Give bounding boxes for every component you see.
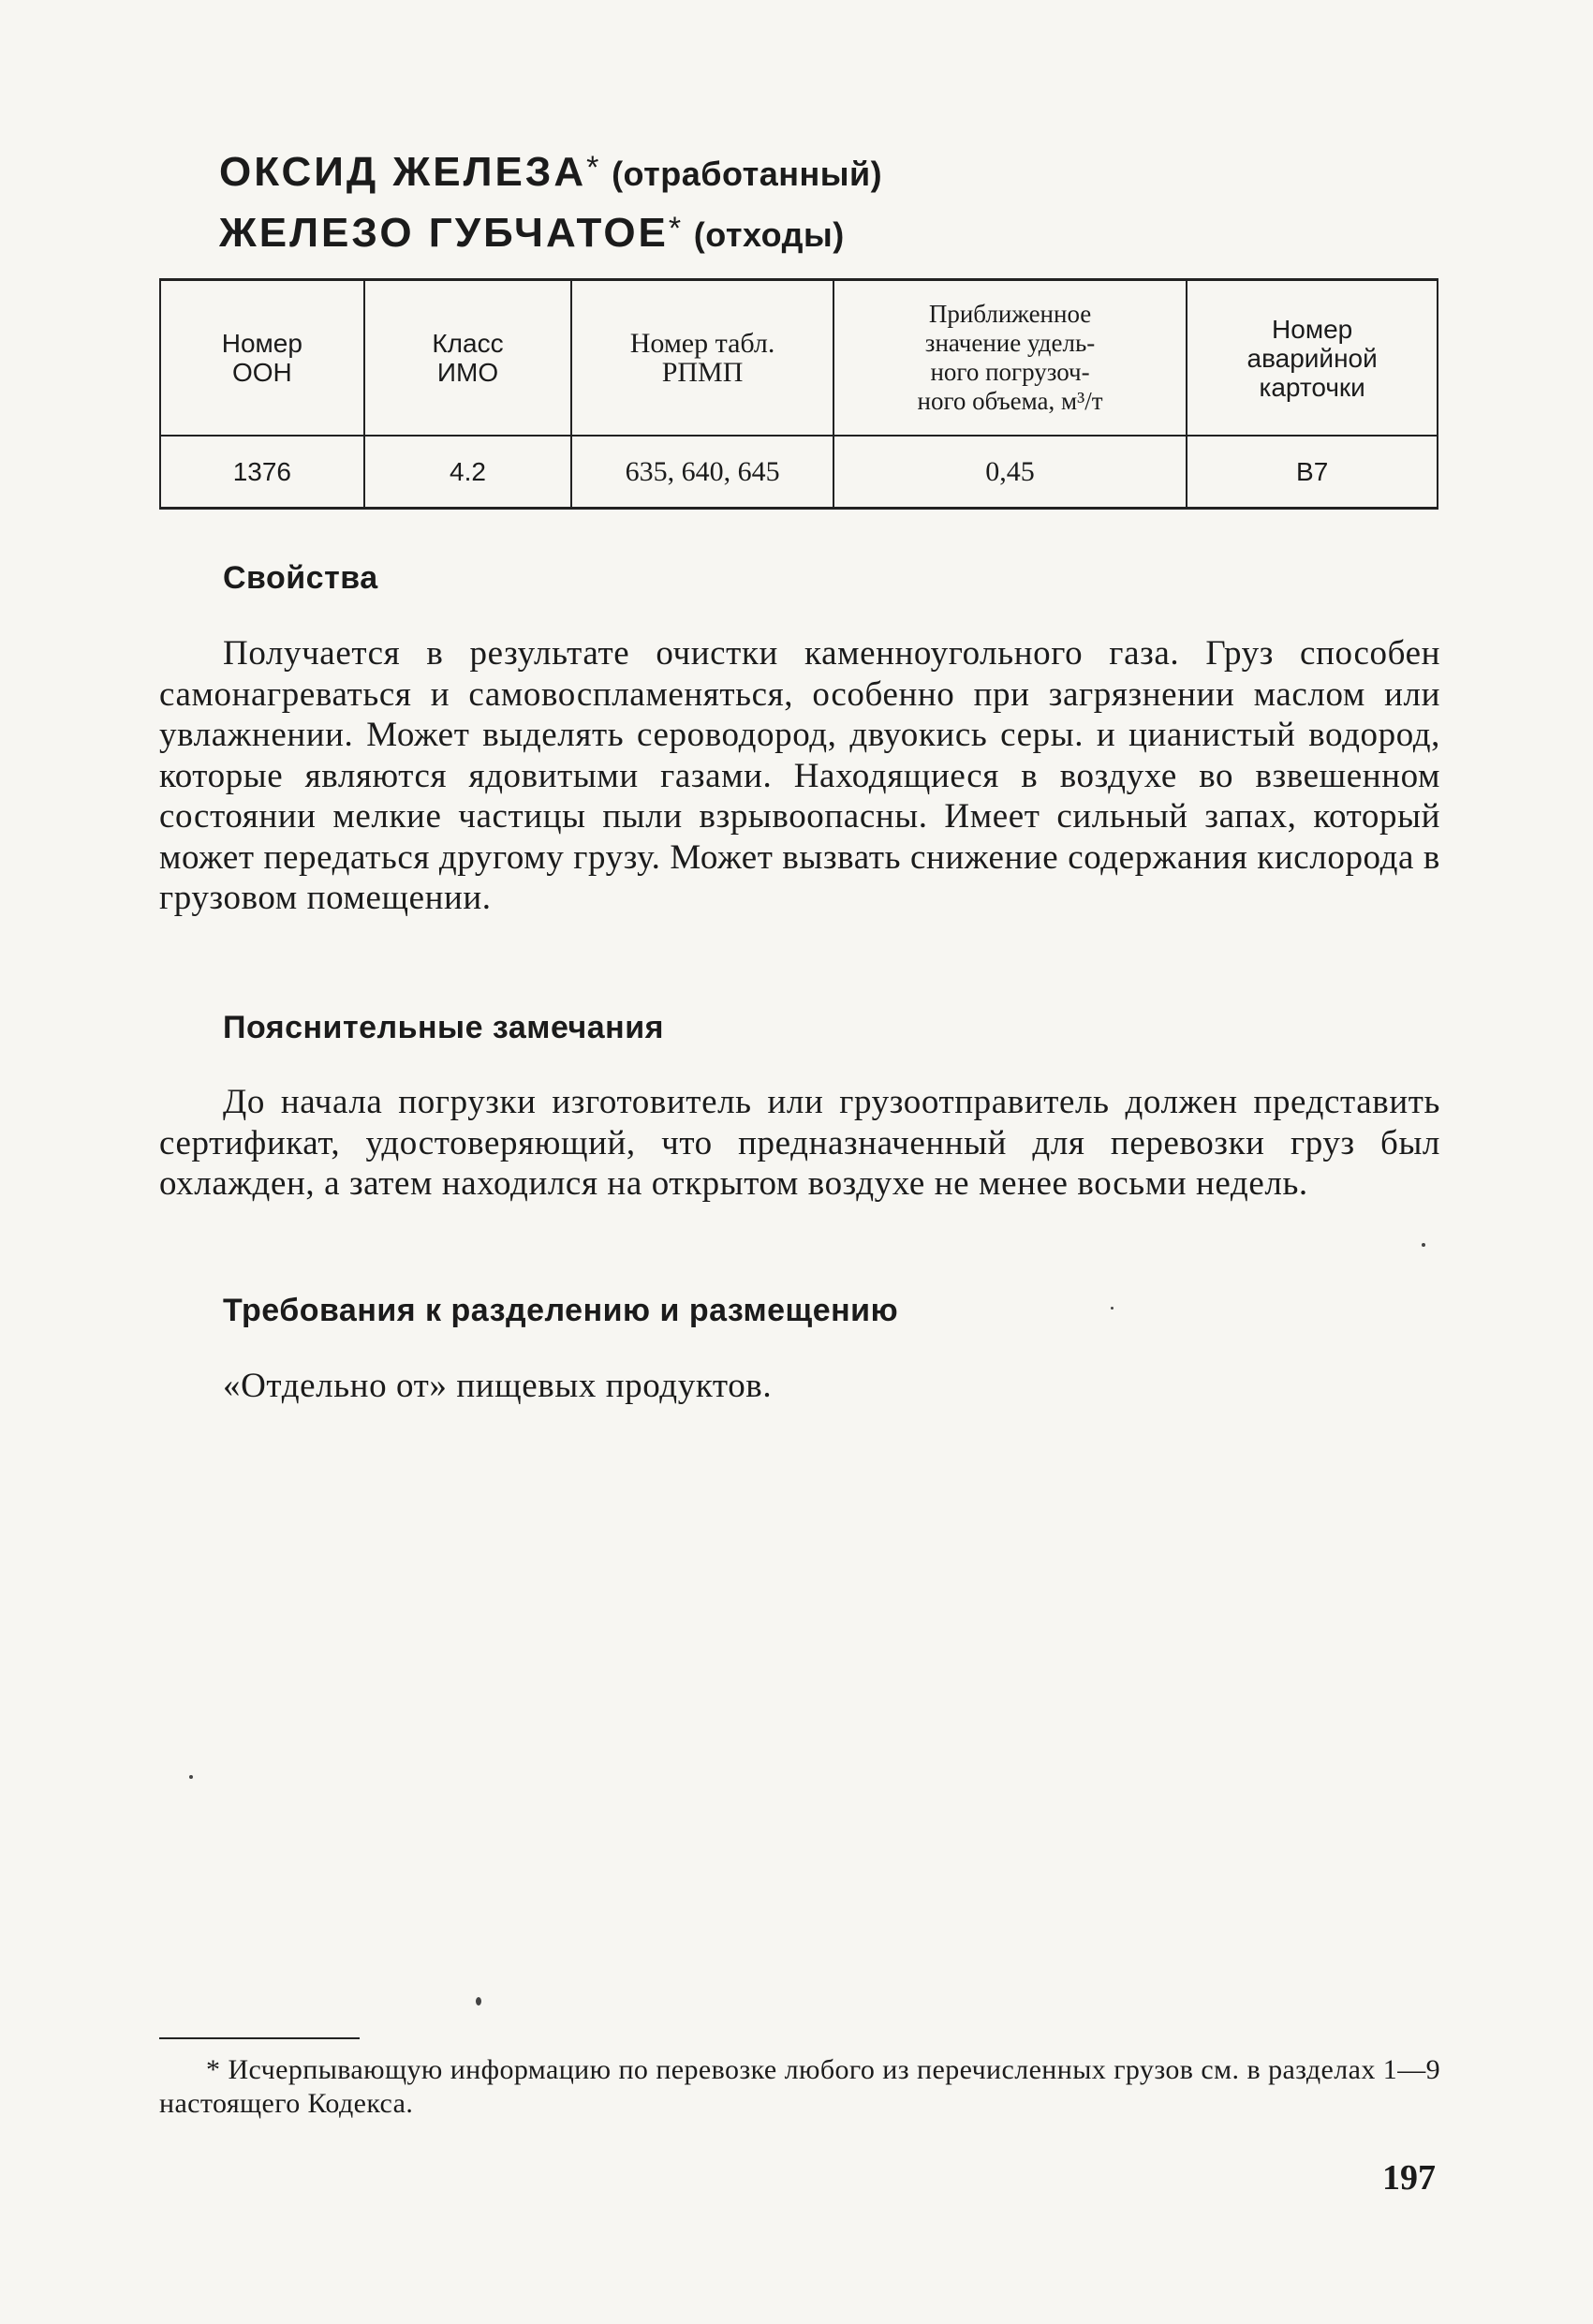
remarks-heading: Пояснительные замечания (223, 1010, 664, 1045)
footnote (159, 2053, 1440, 2121)
header-table-number: Номер табл. РПМП (571, 280, 833, 437)
print-speck (189, 1775, 193, 1779)
page-title (219, 141, 882, 262)
footnote-divider (159, 2037, 360, 2039)
footnote-marker: * (206, 2054, 221, 2085)
header-imo-class: Класс ИМО (364, 280, 572, 437)
page-number: 197 (1382, 2158, 1436, 2198)
footnote-text: Исчерпывающую информацию по перевозке любого из перечисленных грузов см. в разделах 1—9 настоящего Кодекса. (159, 2054, 1440, 2119)
print-speck (1111, 1307, 1114, 1310)
table-header-row (160, 280, 1438, 437)
header-emergency-card: Номер аварийной карточки (1187, 280, 1438, 437)
print-speck (476, 1997, 481, 2006)
cell-table-number: 635, 640, 645 (571, 436, 833, 509)
title-line-1: ОКСИД ЖЕЛЕЗА* (отработанный) (219, 149, 883, 195)
cell-imo-class: 4.2 (364, 436, 572, 509)
cargo-specs-table (159, 278, 1438, 510)
title-line-2: ЖЕЛЕЗО ГУБЧАТОЕ* (отходы) (219, 210, 845, 256)
properties-heading: Свойства (223, 560, 378, 596)
print-speck (1422, 1243, 1425, 1247)
header-un-number: Номер ООН (160, 280, 364, 437)
remarks-text: До начала погрузки изготовитель или грузоотправитель должен представить сертификат, удостоверяющий, что предназначенный для перевозки груз был охлажден, а затем находился на открытом воздухе не менее восьми недель. (159, 1083, 1440, 1203)
properties-text: Получается в результате очистки каменноугольного газа. Груз способен самонагреваться и самовоспламеняться, особенно при загрязнении маслом или увлажнении. Может выделять сероводород, двуокись серы. и цианистый водород, которые являются ядовитыми газами. Находящиеся в воздухе во взвешенном состоянии мелкие частицы пыли взрывоопасны. Имеет сильный запах, который может передаться другому грузу. Может вызвать снижение содержания кислорода в грузовом помещении. (159, 634, 1440, 917)
segregation-text: «Отдельно от» пищевых продуктов. (223, 1367, 773, 1405)
table-row (160, 436, 1438, 509)
header-stowage-factor: Приближенное значение удель- ного погрузоч- ного объема, м³/т (833, 280, 1187, 437)
cell-stowage-factor: 0,45 (833, 436, 1187, 509)
segregation-heading: Требования к разделению и размещению (223, 1293, 899, 1328)
cell-emergency-card: В7 (1187, 436, 1438, 509)
cell-un-number: 1376 (160, 436, 364, 509)
